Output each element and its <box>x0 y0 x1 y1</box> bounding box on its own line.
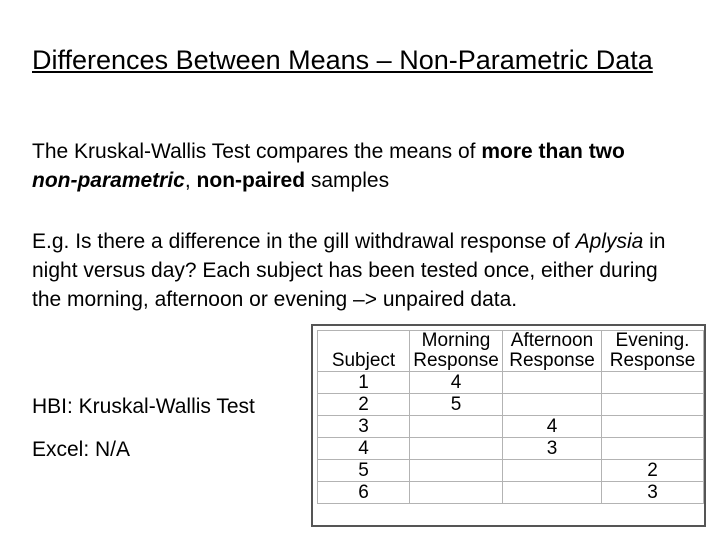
example-italic: Aplysia <box>575 230 644 253</box>
table-row <box>318 394 704 416</box>
table-cell: 4 <box>503 416 602 438</box>
header-cell: Response <box>602 351 704 372</box>
table-row <box>318 416 704 438</box>
intro-text-4: samples <box>305 169 390 192</box>
header-cell: Response <box>410 351 503 372</box>
header-cell: Morning <box>410 331 503 352</box>
table-cell: 2 <box>318 394 410 416</box>
table-cell: 3 <box>318 416 410 438</box>
table-header-row-1 <box>318 331 704 352</box>
table-cell: 3 <box>503 438 602 460</box>
table-header-row-2 <box>318 351 704 372</box>
table-row <box>318 372 704 394</box>
table-cell: 5 <box>410 394 503 416</box>
slide-title: Differences Between Means – Non-Parametric Data <box>32 45 653 75</box>
table-cell: 5 <box>318 460 410 482</box>
table-cell <box>503 372 602 394</box>
data-table <box>317 330 704 504</box>
intro-bold-1: more than two <box>481 140 625 163</box>
intro-text-3: , <box>184 169 197 192</box>
example-text-1: E.g. Is there a difference in the gill withdrawal response of <box>32 230 576 253</box>
table-cell <box>410 482 503 504</box>
table-cell <box>410 438 503 460</box>
header-cell <box>318 331 410 352</box>
table-cell: 3 <box>602 482 704 504</box>
header-cell: Response <box>503 351 602 372</box>
example-paragraph <box>32 227 672 314</box>
intro-bold-italic: non-parametric <box>32 169 185 192</box>
table-cell <box>503 394 602 416</box>
table-cell <box>410 460 503 482</box>
table-cell: 4 <box>410 372 503 394</box>
table-cell: 1 <box>318 372 410 394</box>
table-row <box>318 438 704 460</box>
intro-bold-2: non-paired <box>196 169 306 192</box>
table-cell <box>503 460 602 482</box>
example-text-2: in night versus day? Each subject has been tested once, either during the morning, afternoon or evening –> unpaired data. <box>32 230 666 311</box>
header-cell: Afternoon <box>503 331 602 352</box>
data-table-frame <box>311 324 706 527</box>
table-cell <box>410 416 503 438</box>
table-row <box>318 482 704 504</box>
table-cell <box>602 416 704 438</box>
table-row <box>318 460 704 482</box>
intro-text-1: The Kruskal-Wallis Test compares the means of <box>32 140 482 163</box>
table-cell: 6 <box>318 482 410 504</box>
table-cell <box>602 394 704 416</box>
table-cell <box>503 482 602 504</box>
intro-paragraph <box>32 137 672 195</box>
table-cell: 4 <box>318 438 410 460</box>
table-cell: 2 <box>602 460 704 482</box>
table-cell <box>602 372 704 394</box>
excel-line: Excel: N/A <box>32 438 131 461</box>
header-cell: Subject <box>318 351 410 372</box>
header-cell: Evening. <box>602 331 704 352</box>
hbi-line: HBI: Kruskal-Wallis Test <box>32 395 255 418</box>
table-cell <box>602 438 704 460</box>
